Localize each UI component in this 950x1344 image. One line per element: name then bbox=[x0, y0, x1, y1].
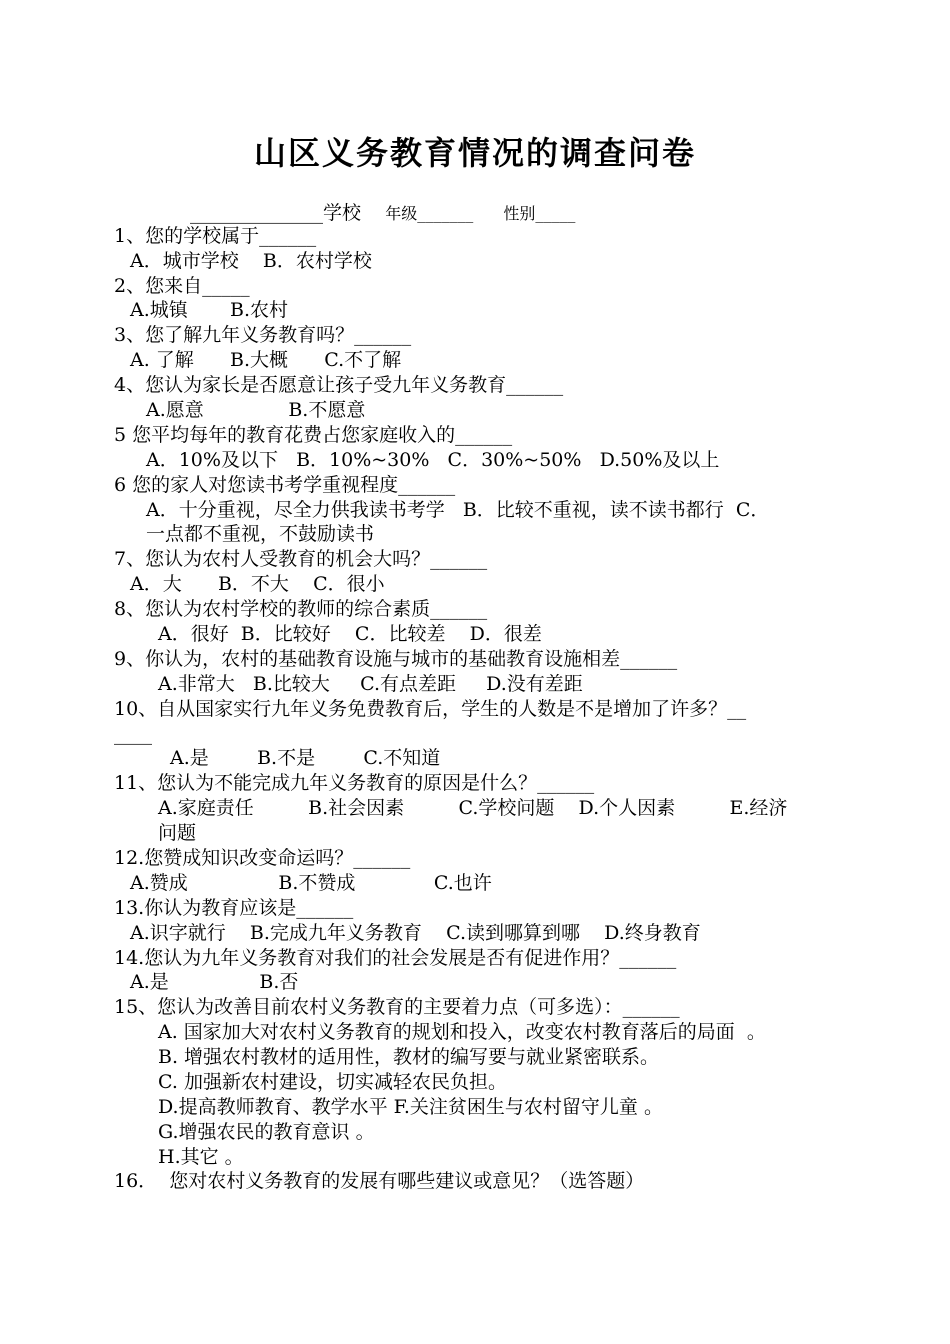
question-9: 9、你认为，农村的基础教育设施与城市的基础教育设施相差______ bbox=[114, 648, 678, 670]
gender-label: 性别_____ bbox=[503, 204, 576, 223]
school-blank: ______________ bbox=[190, 202, 323, 224]
question-15-option-d-f: D.提高教师教育、教学水平 F.关注贫困生与农村留守儿童 。 bbox=[158, 1096, 663, 1118]
page-title: 山区义务教育情况的调查问卷 bbox=[253, 134, 696, 172]
question-10-cont: ____ bbox=[114, 723, 152, 745]
question-15-option-g: G.增强农民的教育意识 。 bbox=[158, 1121, 375, 1143]
grade-label: 年级_______ bbox=[385, 204, 474, 223]
question-5-options: A．10%及以下 B．10%~30% C．30%~50% D.50%及以上 bbox=[146, 449, 720, 471]
question-11: 11、您认为不能完成九年义务教育的原因是什么？______ bbox=[114, 772, 595, 794]
question-9-options: A.非常大 B.比较大 C.有点差距 D.没有差距 bbox=[158, 673, 583, 695]
question-3-options: A. 了解 B.大概 C.不了解 bbox=[130, 349, 402, 371]
question-5: 5 您平均每年的教育花费占您家庭收入的______ bbox=[114, 424, 513, 446]
question-6: 6 您的家人对您读书考学重视程度______ bbox=[114, 474, 456, 496]
question-7: 7、您认为农村人受教育的机会大吗？______ bbox=[114, 548, 488, 570]
question-3: 3、您了解九年义务教育吗？______ bbox=[114, 324, 412, 346]
question-15-option-a: A. 国家加大对农村义务教育的规划和投入，改变农村教育落后的局面 。 bbox=[158, 1021, 766, 1043]
question-6-options: A．十分重视，尽全力供我读书考学 B．比较不重视，读不读书都行 C． bbox=[146, 499, 770, 521]
question-8-options: A．很好 B．比较好 C．比较差 D．很差 bbox=[158, 623, 542, 645]
question-15-option-c: C. 加强新农村建设，切实减轻农民负担。 bbox=[158, 1071, 507, 1093]
question-16: 16． 您对农村义务教育的发展有哪些建议或意见？（选答题） bbox=[114, 1170, 645, 1192]
question-2-options: A.城镇 B.农村 bbox=[130, 299, 289, 321]
question-4: 4、您认为家长是否愿意让孩子受九年义务教育______ bbox=[114, 374, 564, 396]
question-12-options: A.赞成 B.不赞成 C.也许 bbox=[130, 872, 492, 894]
question-15-option-b: B. 增强农村教材的适用性，教材的编写要与就业紧密联系。 bbox=[158, 1046, 660, 1068]
question-15: 15、您认为改善目前农村义务教育的主要着力点（可多选）：______ bbox=[114, 996, 680, 1018]
question-14: 14.您认为九年义务教育对我们的社会发展是否有促进作用？______ bbox=[114, 947, 677, 969]
question-6-options-cont: 一点都不重视，不鼓励读书 bbox=[146, 523, 375, 545]
question-10-options: A.是 B.不是 C.不知道 bbox=[170, 747, 441, 769]
question-8: 8、您认为农村学校的教师的综合素质______ bbox=[114, 598, 488, 620]
question-13-options: A.识字就行 B.完成九年义务教育 C.读到哪算到哪 D.终身教育 bbox=[130, 922, 701, 944]
question-10: 10、自从国家实行九年义务免费教育后，学生的人数是不是增加了许多？__ bbox=[114, 698, 747, 720]
question-11-options-cont: 问题 bbox=[158, 822, 197, 844]
question-14-options: A.是 B.否 bbox=[130, 971, 299, 993]
question-11-options: A.家庭责任 B.社会因素 C.学校问题 D.个人因素 E.经济 bbox=[158, 797, 788, 819]
question-4-options: A.愿意 B.不愿意 bbox=[146, 399, 366, 421]
question-12: 12.您赞成知识改变命运吗？______ bbox=[114, 847, 411, 869]
school-label: 学校 bbox=[323, 202, 362, 224]
respondent-info-line bbox=[190, 198, 575, 225]
question-15-option-h: H.其它 。 bbox=[158, 1146, 244, 1168]
question-2: 2、您来自_____ bbox=[114, 275, 250, 297]
question-1-options: A．城市学校 B．农村学校 bbox=[130, 250, 372, 272]
question-1: 1、您的学校属于______ bbox=[114, 225, 317, 247]
question-7-options: A．大 B．不大 C．很小 bbox=[130, 573, 385, 595]
question-13: 13.你认为教育应该是______ bbox=[114, 897, 354, 919]
